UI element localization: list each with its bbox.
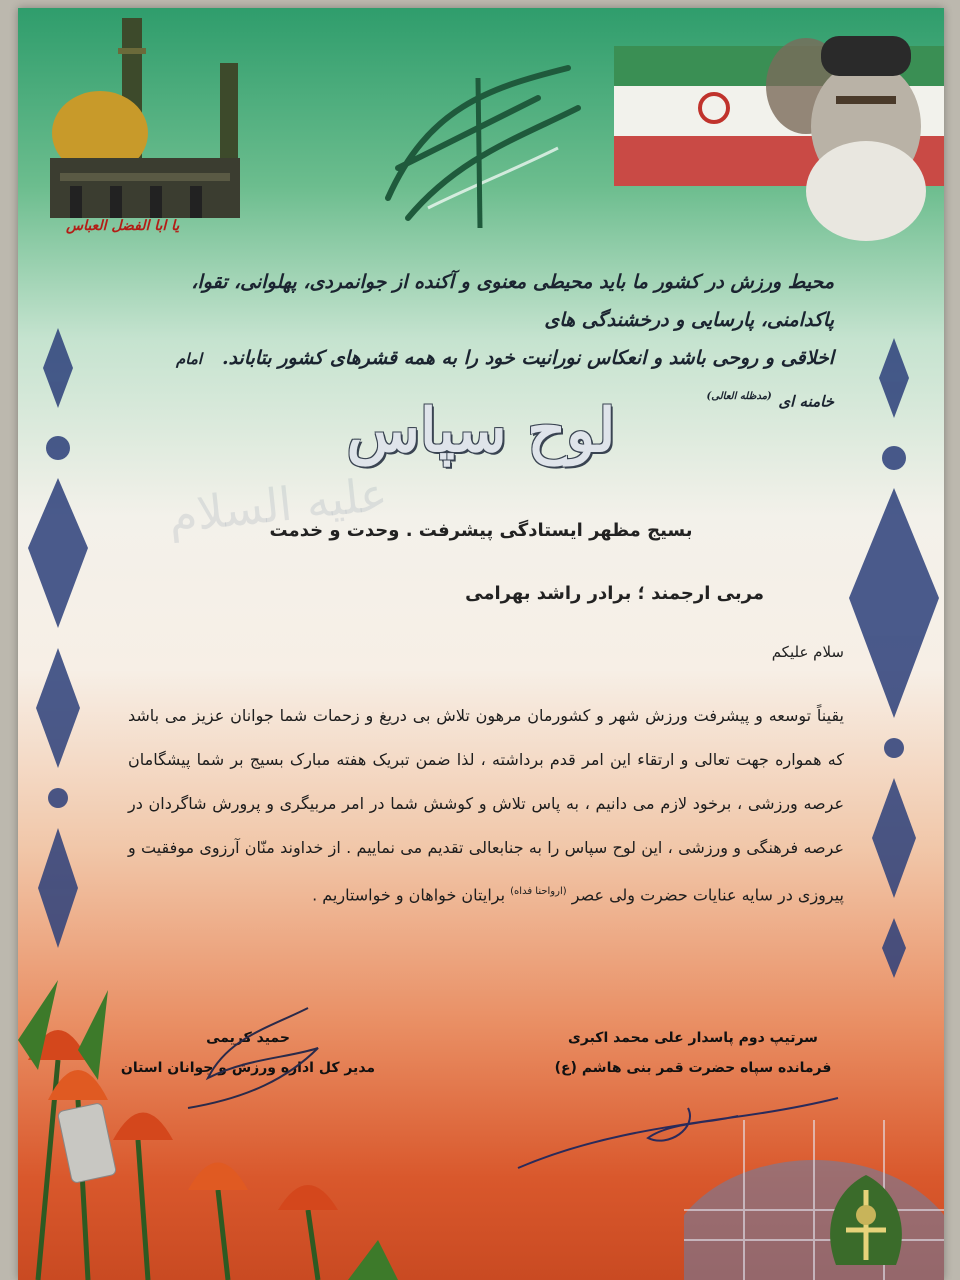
subtitle-slogan: بسیج مظهر ایستادگی پیشرفت . وحدت و خدمت <box>269 520 693 541</box>
signature-left-name: حمید کریمی <box>206 1030 290 1046</box>
signature-left-role: مدیر کل اداره ورزش و جوانان استان <box>120 1060 376 1076</box>
signature-right-name: سرتیپ دوم پاسدار علی محمد اکبری <box>568 1030 818 1046</box>
watermark-text: علیه السلام <box>165 466 390 544</box>
irgc-emblem-icon <box>816 1170 916 1280</box>
body-sup: (ارواحنا فداه) <box>510 886 567 897</box>
body-ending: برایتان خواهان و خواستاریم . <box>312 885 506 905</box>
quote-line-1: محیط ورزش در کشور ما باید محیطی معنوی و آکنده از جوانمردی، پهلوانی، تقوا، پاکدامنی، پارسایی و درخشندگی های <box>191 271 834 331</box>
quote-attribution-sup: (مدظله العالی) <box>706 391 772 402</box>
bismillah-calligraphy-icon <box>368 48 598 238</box>
body-text: یقیناً توسعه و پیشرفت ورزش شهر و کشورمان مرهون تلاش بی دریغ و زحمات شما جوانان عزیز می باشد که همواره جهت تعالی و ارتقاء این امر قدم برداشته ، لذا ضمن تبریک هفته مبارک بسیج بر شما پیشگامان عرصه ورزشی ، برخود لازم می دانیم ، به پاس تلاش و کوشش شما در امر مربیگری و پرورش شاگردان در عرصه فرهنگی و ورزشی ، این لوح سپاس را به جنابعالی تقدیم می نماییم . از خداوند منّان آرزوی موفقیت و پیروزی در سایه عنایات حضرت ولی عصر <box>128 706 844 905</box>
quote-attribution: امام خامنه ای <box>176 350 834 411</box>
shrine-label: یا ابا الفضل العباس <box>66 218 180 234</box>
certificate-paper <box>18 8 944 1280</box>
certificate-title: لوح سپاس <box>346 396 616 466</box>
portraits-image <box>736 16 936 246</box>
quote-text: اخلاقی و روحی باشد و انعکاس نورانیت خود را به همه قشرهای کشور بتاباند. <box>221 347 834 369</box>
body-paragraph <box>128 694 844 917</box>
greeting: سلام علیکم <box>771 643 844 661</box>
signature-right-role: فرمانده سپاه حضرت قمر بنی هاشم (ع) <box>554 1060 832 1076</box>
recipient-line: مربی ارجمند ؛ برادر راشد بهرامی <box>465 583 764 604</box>
